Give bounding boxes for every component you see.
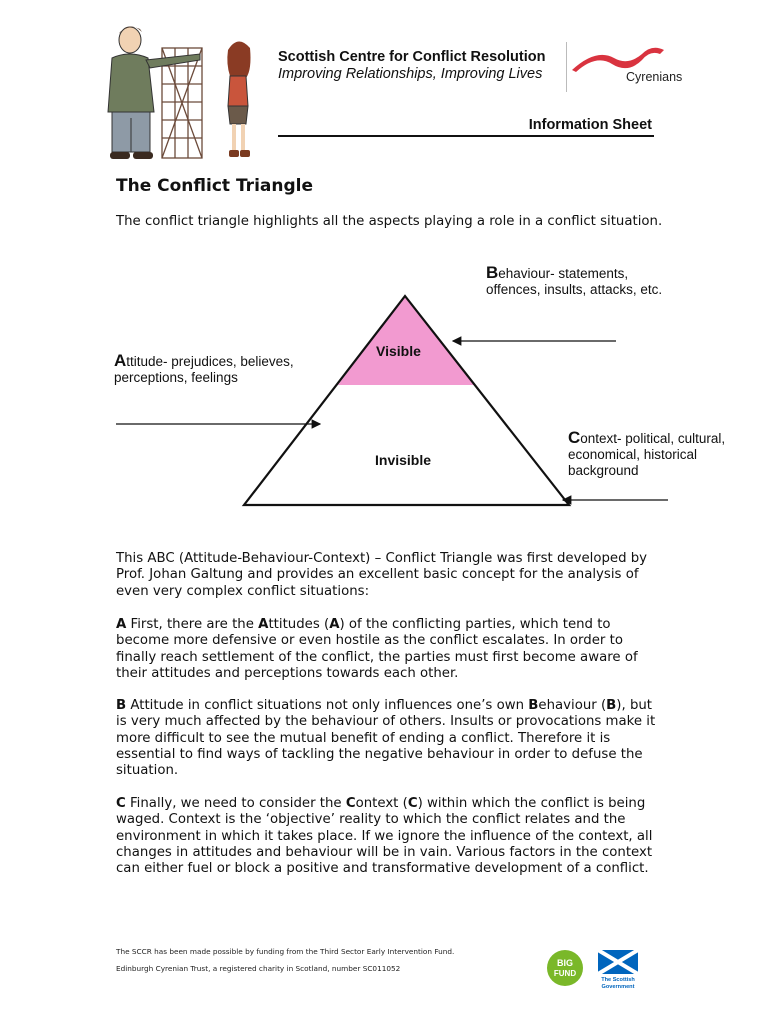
- context-initial: C: [568, 428, 581, 447]
- information-sheet-label: Information Sheet: [528, 117, 652, 133]
- visible-label: Visible: [376, 343, 421, 359]
- behaviour-label: [486, 265, 666, 298]
- attitude-text: ttitude- prejudices, believes, perceptions, feelings: [114, 354, 294, 385]
- invisible-label: Invisible: [375, 452, 432, 468]
- paragraph-text: ehaviour (: [538, 698, 607, 713]
- big-fund-text-1: BIG: [556, 958, 574, 968]
- cyrenians-logo-text: Cyrenians: [626, 70, 683, 84]
- big-fund-text-2: FUND: [553, 969, 577, 978]
- footer-charity-note: Edinburgh Cyrenian Trust, a registered charity in Scotland, number SC011052: [116, 964, 401, 973]
- paragraph-text: ttitudes (: [268, 617, 330, 632]
- emphasis-letter: B: [606, 698, 617, 713]
- behaviour-initial: B: [486, 263, 499, 282]
- context-text: ontext- political, cultural, economical, historical background: [568, 431, 726, 478]
- paragraph-text: ) within which the conflict is being waged. Context is the ‘objective’ reality to which the conflict relates and the environment in which it takes place. If we ignore the influence of the context, all changes in attitudes and behaviour will be in vain. Various factors in the context can either fuel or block a positive and transformative development of a conflict.: [116, 796, 653, 877]
- behaviour-text: ehaviour- statements, offences, insults, attacks, etc.: [486, 266, 663, 297]
- emphasis-letter: A: [329, 617, 340, 632]
- cyrenians-logo: [568, 40, 692, 92]
- paragraph-lead-letter: C: [116, 796, 126, 811]
- attitude-initial: A: [114, 351, 127, 370]
- abc-paragraph: This ABC (Attitude-Behaviour-Context) – Conflict Triangle was first developed by Prof. Johan Galtung and provides an excellent basic concept for the analysis of even very complex conflict situations:: [116, 551, 648, 599]
- header-illustration: [100, 20, 270, 165]
- paragraph-text: ) of the conflicting parties, which tend to become more defensive or even hostile as the conflict escalates. In order to finally reach settlement of the conflict, the parties must first become aware of their attitudes and perceptions towards each other.: [116, 617, 638, 681]
- paragraph-text: ), but is very much affected by the behaviour of others. Insults or provocations make it more difficult to see the mutual benefit of ending a conflict. Therefore it is essential to find ways of tackling the negative behaviour in order to defuse the situation.: [116, 698, 656, 779]
- behaviour-paragraph: [116, 698, 656, 779]
- paragraph-lead-letter: B: [116, 698, 127, 713]
- header-rule: [278, 135, 654, 137]
- context-paragraph: [116, 796, 656, 877]
- emphasis-letter: C: [407, 796, 418, 811]
- attitude-paragraph: [116, 617, 656, 682]
- footer-funding-note: The SCCR has been made possible by funding from the Third Sector Early Intervention Fund.: [116, 947, 455, 956]
- scot-gov-text-2: Government: [601, 984, 635, 990]
- intro-text: The conflict triangle highlights all the aspects playing a role in a conflict situation.: [116, 214, 663, 229]
- emphasis-letter: C: [345, 796, 356, 811]
- scottish-government-logo: [596, 950, 640, 990]
- scot-gov-text-1: The Scottish: [601, 977, 635, 983]
- org-block: [278, 49, 545, 82]
- org-name: Scottish Centre for Conflict Resolution: [278, 49, 546, 65]
- emphasis-letter: A: [258, 617, 269, 632]
- attitude-label: [114, 353, 314, 386]
- org-tagline: Improving Relationships, Improving Lives: [278, 66, 543, 82]
- paragraph-text: Finally, we need to consider the: [125, 796, 346, 811]
- big-fund-logo: [546, 949, 584, 987]
- emphasis-letter: B: [528, 698, 539, 713]
- paragraph-text: First, there are the: [126, 617, 259, 632]
- page-title: The Conflict Triangle: [116, 176, 313, 196]
- paragraph-text: ontext (: [355, 796, 408, 811]
- paragraph-text: Attitude in conflict situations not only influences one’s own: [126, 698, 529, 713]
- context-label: [568, 430, 768, 479]
- header-divider: [566, 42, 567, 92]
- paragraph-lead-letter: A: [116, 617, 127, 632]
